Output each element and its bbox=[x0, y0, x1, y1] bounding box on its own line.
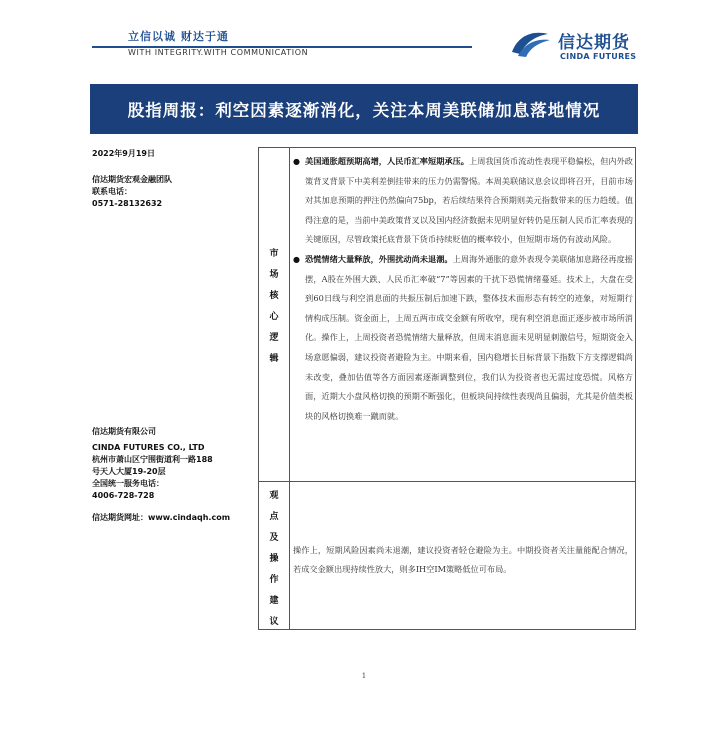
label-char: 议 bbox=[269, 617, 279, 627]
label-char: 观 bbox=[269, 491, 279, 501]
label-char: 建 bbox=[269, 596, 279, 606]
label-char: 操 bbox=[269, 554, 279, 564]
column-divider bbox=[289, 148, 290, 629]
company-logo bbox=[508, 24, 658, 64]
title-banner bbox=[90, 84, 638, 134]
label-char: 逻 bbox=[269, 333, 279, 343]
website-link[interactable]: 信达期货网址：www.cindaqh.com bbox=[92, 513, 231, 522]
label-char: 作 bbox=[269, 575, 279, 585]
label-char: 点 bbox=[269, 512, 279, 522]
market-logic-content bbox=[293, 152, 633, 426]
logic-item-text: 上周我国货币流动性表现平稳偏松，但内外政策背叉背景下中美利差倒挂带来的压力仍需警惕。本周美联储议息会议即将召开，目前市场对其加息预期的押注仍然偏向75bp，若后续结果符合预期则美元指数带来的压力趋缓。值得注意的是，当前中美政策背叉以及国内经济数据未见明显好转仍是压制人民币汇率表现的关键原因，尽管政策托底背景下货币持续贬值的概率较小，但短期市场仍有波动风险。 bbox=[305, 156, 633, 245]
logo-text-en: CINDA FUTURES bbox=[560, 52, 637, 61]
label-char: 及 bbox=[269, 533, 279, 543]
slogan-cn: 立信以诚 财达于通 bbox=[128, 30, 229, 43]
label-char: 核 bbox=[269, 291, 279, 301]
company-name-en: CINDA FUTURES CO., LTD bbox=[92, 443, 205, 452]
logic-item-lead: 恐慌情绪大量释放，外围扰动尚未退潮。 bbox=[305, 253, 453, 264]
bullet-icon: ● bbox=[293, 157, 300, 166]
contact-label: 联系电话： bbox=[92, 187, 132, 196]
address-line-1: 杭州市萧山区宁围街道利一路188 bbox=[92, 455, 213, 464]
label-char: 辑 bbox=[269, 354, 279, 364]
cinda-logo-icon bbox=[508, 28, 552, 58]
logic-item-text: 上周海外通胀的意外表现令美联储加息路径再度摇摆，A股在外围大跌、人民币汇率破“7”等因素的干扰下恐慌情绪蔓延。技术上，大盘在受到60日线与利空消息面的共振压制后加速下跌，整体技术面形态有转空的迹象，对短期行情构成压制。资金面上，上周五两市成交金额有所收窄，现有利空消息面正逐步被市场所消化。操作上，上周投资者恐慌情绪大量释放，但周末消息面未见明显刺激信号，短期资金入场意愿偏弱，建议投资者避险为主。中期来看，国内稳增长目标背景下指数下方支撑逻辑尚未改变，叠加估值等各方面因素逐渐调整到位，我们认为投资者也无需过度恐慌。风格方面，近期大小盘风格切换的预期不断强化，但板块间持续性表现尚且偏弱，尤其是价值类板块的风格切换难一蹴而就。 bbox=[305, 253, 633, 421]
address-line-2: 号天人大厦19-20层 bbox=[92, 467, 166, 476]
sidebar-info bbox=[92, 148, 257, 524]
research-team: 信达期货宏观金融团队 bbox=[92, 175, 172, 184]
label-char: 心 bbox=[269, 312, 279, 322]
hotline-number: 4006-728-728 bbox=[92, 491, 155, 500]
hotline-label: 全国统一服务电话： bbox=[92, 479, 164, 488]
logo-text-cn: 信达期货 bbox=[558, 33, 630, 53]
row-divider bbox=[259, 481, 635, 482]
report-title: 股指周报：利空因素逐渐消化，关注本周美联储加息落地情况 bbox=[127, 101, 601, 120]
advice-label bbox=[259, 486, 289, 633]
market-logic-label bbox=[259, 244, 289, 370]
contact-phone: 0571-28132632 bbox=[92, 199, 163, 208]
logic-item bbox=[293, 250, 633, 426]
report-date: 2022年9月19日 bbox=[92, 149, 155, 158]
bullet-icon: ● bbox=[293, 254, 300, 264]
company-name-cn: 信达期货有限公司 bbox=[92, 427, 156, 436]
slogan-en: WITH INTEGRITY.WITH COMMUNICATION bbox=[128, 48, 309, 57]
page-number: 1 bbox=[361, 672, 367, 680]
label-char: 场 bbox=[269, 270, 279, 280]
report-table bbox=[258, 147, 636, 630]
page-header bbox=[0, 0, 728, 80]
advice-content: 操作上，短期风险因素尚未退潮，建议投资者轻仓避险为主。中期投资者关注量能配合情况，若成交金额出现持续性放大，则多IH空IM策略低位可布局。 bbox=[293, 545, 633, 574]
logic-item-lead: 美国通胀超预期高增，人民币汇率短期承压。 bbox=[305, 156, 469, 166]
label-char: 市 bbox=[269, 249, 279, 259]
logic-item bbox=[293, 152, 633, 250]
